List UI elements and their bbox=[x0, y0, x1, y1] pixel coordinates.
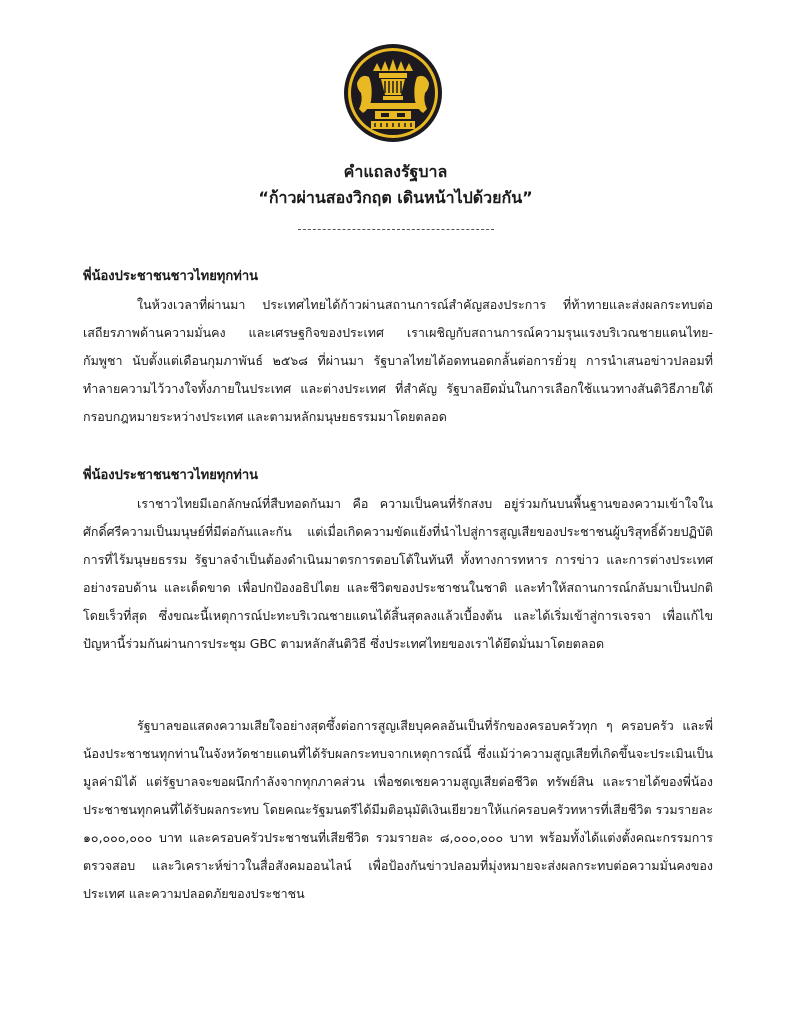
section-paragraph: ในห้วงเวลาที่ผ่านมา ประเทศไทยได้ก้าวผ่านสถานการณ์สำคัญสองประการ ที่ท้าทายและส่งผลกระทบต่อเสถียรภาพด้านความมั่นคง และเศรษฐกิจของประเทศ เราเผชิญกับสถานการณ์ความรุนแรงบริเวณชายแดนไทย-กัมพูชา นับตั้งแต่เดือนกุมภาพันธ์ ๒๕๖๘ ที่ผ่านมา รัฐบาลไทยได้อดทนอดกลั้นต่อการยั่วยุ การนำเสนอข่าวปลอมที่ทำลายความไว้วางใจทั้งภายในประเทศ และต่างประเทศ ที่สำคัญ รัฐบาลยึดมั่นในการเลือกใช้แนวทางสันติวิธีภายใต้กรอบกฎหมายระหว่างประเทศ และตามหลักมนุษยธรรมมาโดยตลอด bbox=[83, 297, 713, 424]
section-paragraph: รัฐบาลขอแสดงความเสียใจอย่างสุดซึ้งต่อการสูญเสียบุคคลอันเป็นที่รักของครอบครัวทุก ๆ ครอบครัว และพี่น้องประชาชนทุกท่านในจังหวัดชายแดนที่ได้รับผลกระทบจากเหตุการณ์นี้ ซึ่งแม้ว่าความสูญเสียที่เกิดขึ้นจะประเมินเป็นมูลค่ามิได้ แต่รัฐบาลจะขอผนึกกำลังจากทุกภาคส่วน เพื่อชดเชยความสูญเสียต่อชีวิต ทรัพย์สิน และรายได้ของพี่น้องประชาชนทุกคนที่ได้รับผลกระทบ โดยคณะรัฐมนตรีได้มีมติอนุมัติเงินเยียวยาให้แก่ครอบครัวทหารที่เสียชีวิต รวมรายละ ๑๐,๐๐๐,๐๐๐ บาท และครอบครัวประชาชนที่เสียชีวิต รวมรายละ ๘,๐๐๐,๐๐๐ บาท พร้อมทั้งได้แต่งตั้งคณะกรรมการตรวจสอบ และวิเคราะห์ข่าวในสื่อสังคมออนไลน์ เพื่อป้องกันข่าวปลอมที่มุ่งหมายจะส่งผลกระทบต่อความมั่นคงของประเทศ และความปลอดภัยของประชาชน bbox=[83, 718, 713, 901]
section-1 bbox=[83, 263, 713, 431]
section-heading: พี่น้องประชาชนชาวไทยทุกท่าน bbox=[83, 468, 259, 483]
section-2 bbox=[83, 462, 713, 658]
section-3 bbox=[83, 712, 713, 908]
section-heading: พี่น้องประชาชนชาวไทยทุกท่าน bbox=[83, 269, 259, 284]
section-paragraph: เราชาวไทยมีเอกลักษณ์ที่สืบทอดกันมา คือ ความเป็นคนที่รักสงบ อยู่ร่วมกันบนพื้นฐานของความเข้าใจในศักดิ์ศรีความเป็นมนุษย์ที่มีต่อกันและกัน แต่เมื่อเกิดความขัดแย้งที่นำไปสู่การสูญเสียของประชาชนผู้บริสุทธิ์ด้วยปฏิบัติการที่ไร้มนุษยธรรม รัฐบาลจำเป็นต้องดำเนินมาตรการตอบโต้ในทันที ทั้งทางการทหาร การข่าว และการต่างประเทศอย่างรอบด้าน และเด็ดขาด เพื่อปกป้องอธิปไตย และชีวิตของประชาชนในชาติ และทำให้สถานการณ์กลับมาเป็นปกติโดยเร็วที่สุด ซึ่งขณะนี้เหตุการณ์ปะทะบริเวณชายแดนได้สิ้นสุดลงแล้วเบื้องต้น และได้เริ่มเข้าสู่การเจรจา เพื่อแก้ไขปัญหานี้ร่วมกันผ่านการประชุม GBC ตามหลักสันติวิธี ซึ่งประเทศไทยของเราได้ยึดมั่นมาโดยตลอด bbox=[83, 496, 713, 651]
document-subtitle: “ก้าวผ่านสองวิกฤต เดินหน้าไปด้วยกัน” bbox=[258, 188, 533, 207]
document-title: คำแถลงรัฐบาล bbox=[343, 162, 448, 181]
thai-government-seal-icon bbox=[343, 43, 443, 143]
title-divider bbox=[298, 229, 494, 230]
